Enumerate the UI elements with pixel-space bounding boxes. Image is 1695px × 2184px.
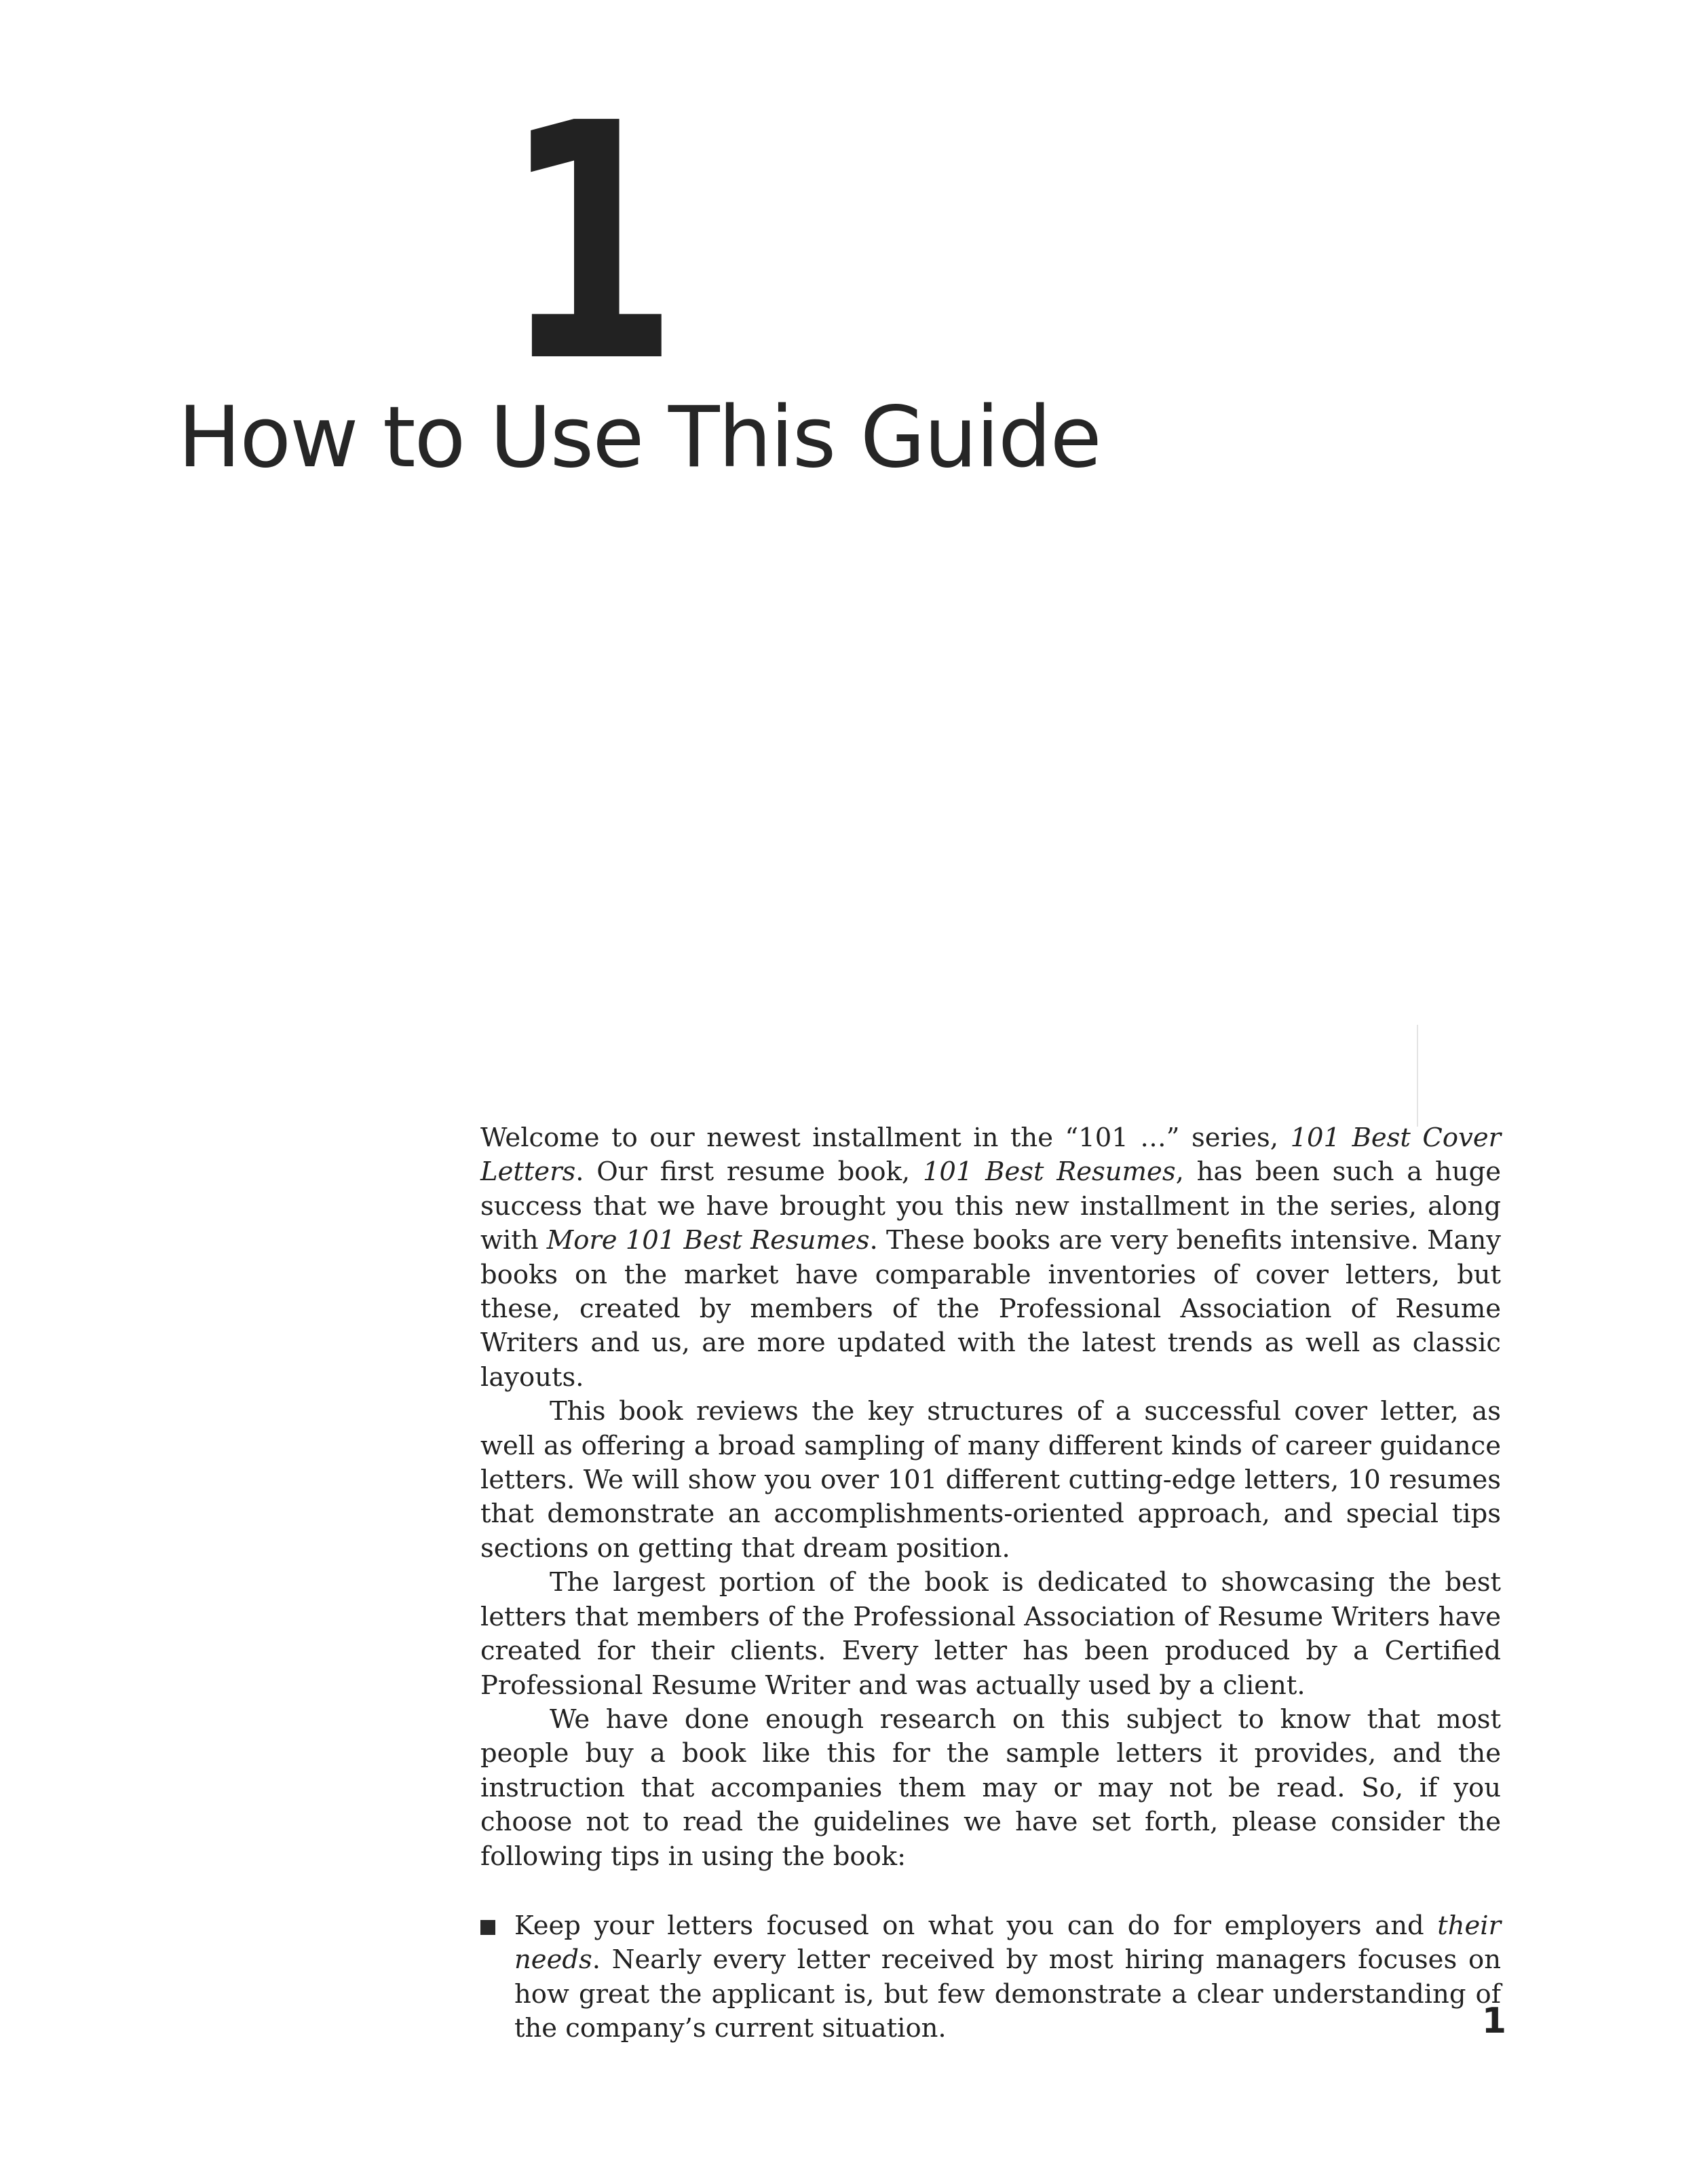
square-bullet-icon [480,1920,495,1935]
tips-list [480,1909,1501,2046]
paragraph-intro-text-e: , has been such a huge success that we have brought you this new installment in the series, along with [480,1156,1502,1256]
book-title-more-resumes: More 101 Best Resumes [546,1225,870,1256]
paragraph-showcase: The largest portion of the book is dedicated to showcasing the best letters that members of the Professional Association of Resume Writers have created for their clients. Every letter has been produced by a Certified Professional Resume Writer and was actually used by a client. [480,1567,1501,1701]
tip-text-a: Keep your letters focused on what you can do for employers and [514,1910,1438,1941]
scan-artifact-line [1417,1025,1418,1127]
chapter-number: 1 [502,54,679,434]
tip-emphasis: their needs [514,1910,1501,1976]
list-item [480,1909,1501,2046]
chapter-title: How to Use This Guide [178,389,1101,487]
book-title-best-resumes: 101 Best Resumes [922,1156,1176,1188]
paragraph-intro-text-c: . Our first resume book, [575,1156,923,1188]
paragraph-structures: This book reviews the key structures of a successful cover letter, as well as offering a broad sampling of many different kinds of career guidance letters. We will show you over 101 different cutting-edge letters, 10 resumes that demonstrate an accomplishments-oriented approach, and special tips sections on getting that dream position. [480,1396,1501,1564]
body-text [480,1121,1501,2046]
paragraph-intro [480,1121,1501,1395]
paragraph-intro-text-g: . These books are very benefits intensive. Many books on the market have comparable inventories of cover letters, but these, created by members of the Professional Association of Resume Writers and us, are more updated with the latest trends as well as classic layouts. [480,1225,1502,1393]
page-number: 1 [1481,2001,1506,2041]
paragraph-intro-text-a: Welcome to our newest installment in the “101 …” series, [480,1123,1291,1153]
tip-text-c: . Nearly every letter received by most hiring managers focuses on how great the applicant is, but few demonstrate a clear understanding of the company’s current situation. [514,1944,1501,2044]
paragraph-research: We have done enough research on this subject to know that most people buy a book like this for the sample letters it provides, and the instruction that accompanies them may or may not be read. So, if you choose not to read the guidelines we have set forth, please consider the following tips in using the book: [480,1703,1501,1872]
book-title-cover-letters: 101 Best Cover Letters [480,1123,1502,1188]
